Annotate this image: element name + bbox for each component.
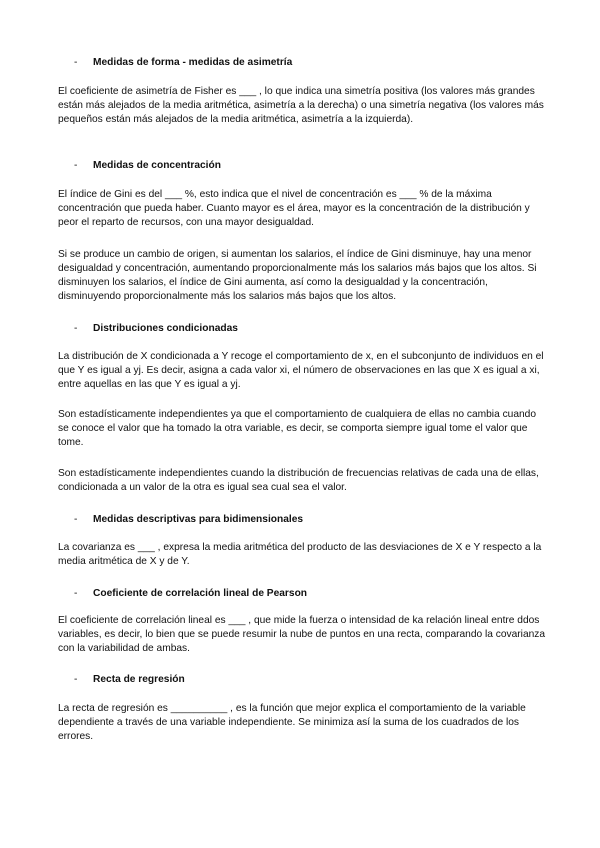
bullet-dash: -	[74, 160, 78, 171]
paragraph-pearson: El coeficiente de correlación lineal es ___ , que mide la fuerza o intensidad de ka relación lineal entre ddos variables, es decir, lo bien que se puede resumir la nube de puntos en una recta, comparando la covarianza con la variabilidad de ambas.	[58, 615, 546, 654]
paragraph-condicionadas-2: Son estadísticamente independientes ya que el comportamiento de cualquiera de ellas no cambia cuando se conoce el valor que ha tomado la otra variable, es decir, se comporta siempre igual tome el valor que tome.	[58, 409, 536, 448]
paragraph-condicionadas-1: La distribución de X condicionada a Y recoge el comportamiento de x, en el subconjunto de individuos en el que Y es igual a yj. Es decir, asigna a cada valor xi, el número de observaciones en las que X es igual a xi, entre aquellas en las que Y es igual a yj.	[58, 351, 544, 390]
section-heading-concentracion	[74, 160, 221, 172]
section-heading-bidimensionales	[74, 514, 303, 526]
paragraph-regresion: La recta de regresión es __________ , es la función que mejor explica el comportamiento de la variable dependiente a través de una variable independiente. Se minimiza así la suma de los cuadrados de los errores.	[58, 703, 526, 742]
paragraph-gini-1: El índice de Gini es del ___ %, esto indica que el nivel de concentración es ___ % de la máxima concentración que pueda haber. Cuanto mayor es el área, mayor es la concentración de la distribución y peor el reparto de recursos, con una mayor desigualdad.	[58, 189, 530, 228]
section-heading-pearson	[74, 588, 307, 600]
heading-text: Medidas de forma - medidas de asimetría	[93, 57, 293, 68]
heading-text: Distribuciones condicionadas	[93, 323, 238, 334]
bullet-dash: -	[74, 514, 78, 525]
paragraph-gini-2: Si se produce un cambio de origen, si aumentan los salarios, el índice de Gini disminuye, hay una menor desigualdad y concentración, aumentando proporcionalmente más los salarios más bajos que los altos. Si disminuyen los salarios, el índice de Gini aumenta, así como la desigualdad y la concentración, disminuyendo proporcionalmente más los salarios más bajos que los altos.	[58, 249, 537, 302]
bullet-dash: -	[74, 588, 78, 599]
paragraph-condicionadas-3: Son estadísticamente independientes cuando la distribución de frecuencias relativas de cada una de ellas, condicionada a un valor de la otra es igual sea cual sea el valor.	[58, 468, 539, 493]
paragraph-covarianza: La covarianza es ___ , expresa la media aritmética del producto de las desviaciones de X e Y respecto a la media aritmética de X y de Y.	[58, 542, 542, 567]
bullet-dash: -	[74, 57, 78, 68]
heading-text: Recta de regresión	[93, 674, 185, 685]
section-heading-regresion	[74, 674, 185, 686]
heading-text: Medidas descriptivas para bidimensionales	[93, 514, 304, 525]
heading-text: Medidas de concentración	[93, 160, 221, 171]
heading-text: Coeficiente de correlación lineal de Pearson	[93, 588, 308, 599]
section-heading-condicionadas	[74, 323, 238, 335]
bullet-dash: -	[74, 323, 78, 334]
bullet-dash: -	[74, 674, 78, 685]
section-heading-asimetria	[74, 57, 292, 69]
paragraph-asimetria: El coeficiente de asimetría de Fisher es ___ , lo que indica una simetría positiva (los valores más grandes están más alejados de la media aritmética, asimetría a la derecha) o una simetría negativa (los valores más pequeños están más alejados de la media aritmética, asimetría a la izquierda).	[58, 86, 544, 125]
